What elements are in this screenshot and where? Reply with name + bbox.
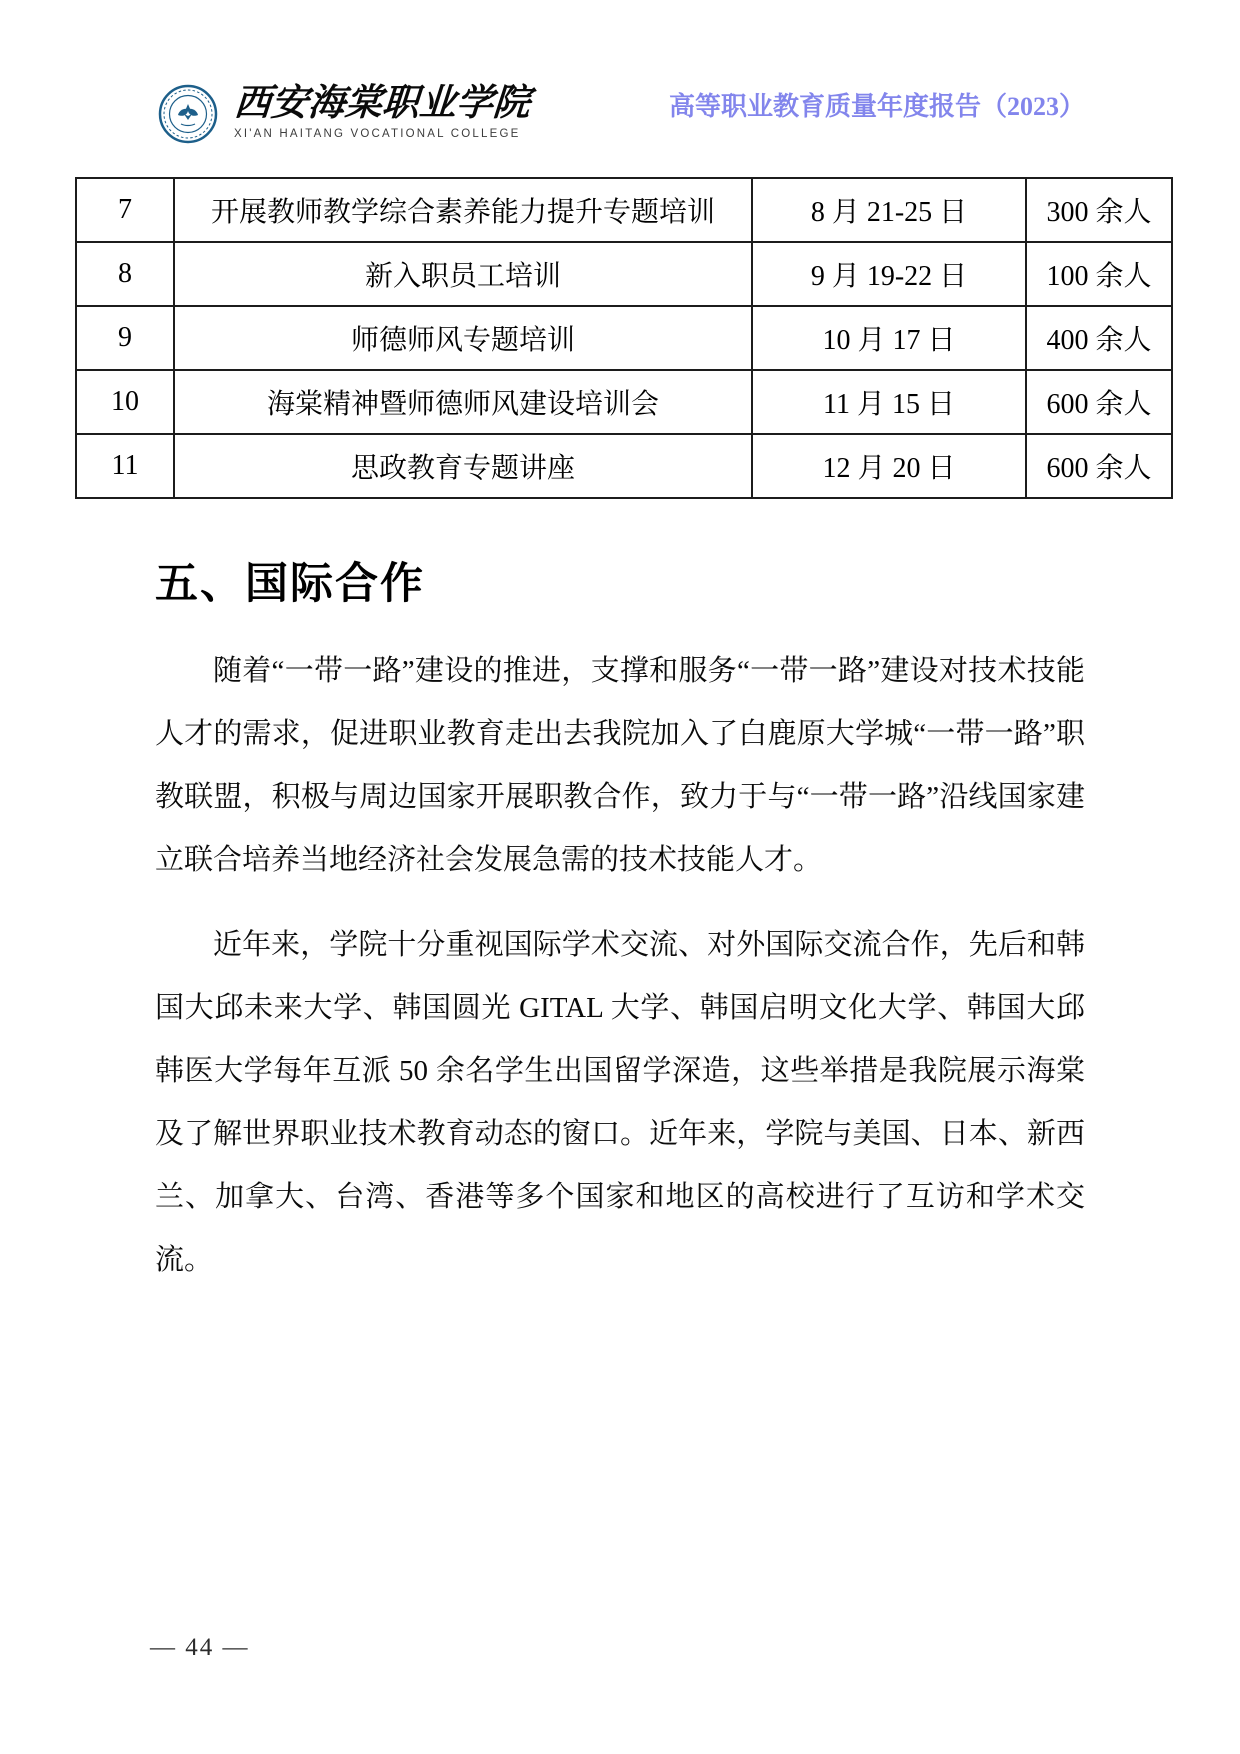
- paragraph: 随着“一带一路”建设的推进，支撑和服务“一带一路”建设对技术技能人才的需求，促进职业教育走出去我院加入了白鹿原大学城“一带一路”职教联盟，积极与周边国家开展职教合作，致力于与“一带一路”沿线国家建立联合培养当地经济社会发展急需的技术技能人才。: [155, 655, 1085, 876]
- college-name-en: XI'AN HAITANG VOCATIONAL COLLEGE: [234, 128, 521, 140]
- table-row: [76, 434, 1172, 498]
- cell-activity: 新入职员工培训: [174, 242, 752, 306]
- cell-count: 100 余人: [1026, 242, 1172, 306]
- table-row: [76, 178, 1172, 242]
- cell-date: 9 月 19-22 日: [752, 242, 1026, 306]
- cell-count: 400 余人: [1026, 306, 1172, 370]
- college-seal-icon: [158, 84, 218, 144]
- table-row: [76, 306, 1172, 370]
- cell-activity: 师德师风专题培训: [174, 306, 752, 370]
- cell-count: 600 余人: [1026, 434, 1172, 498]
- cell-row-number: 9: [76, 306, 174, 370]
- cell-count: 600 余人: [1026, 370, 1172, 434]
- report-title: 高等职业教育质量年度报告（2023）: [668, 92, 1085, 121]
- table-row: [76, 242, 1172, 306]
- paragraph: 近年来，学院十分重视国际学术交流、对外国际交流合作，先后和韩国大邱未来大学、韩国圆光 GITAL 大学、韩国启明文化大学、韩国大邱韩医大学每年互派 50 余名学生出国留学深造，这些举措是我院展示海棠及了解世界职业技术教育动态的窗口。近年来，学院与美国、日本、新西兰、加拿大、台湾、香港等多个国家和地区的高校进行了互访和学术交流。: [155, 929, 1085, 1276]
- section-body: [155, 640, 1085, 1292]
- page-number: — 44 —: [150, 1634, 250, 1661]
- cell-row-number: 7: [76, 178, 174, 242]
- cell-row-number: 8: [76, 242, 174, 306]
- college-names: [234, 84, 530, 140]
- cell-date: 8 月 21-25 日: [752, 178, 1026, 242]
- cell-activity: 海棠精神暨师德师风建设培训会: [174, 370, 752, 434]
- cell-date: 12 月 20 日: [752, 434, 1026, 498]
- cell-count: 300 余人: [1026, 178, 1172, 242]
- training-activities-table: [75, 177, 1173, 499]
- section-heading: 五、国际合作: [155, 560, 425, 608]
- college-logo: [158, 84, 530, 144]
- cell-row-number: 11: [76, 434, 174, 498]
- cell-date: 11 月 15 日: [752, 370, 1026, 434]
- cell-date: 10 月 17 日: [752, 306, 1026, 370]
- cell-row-number: 10: [76, 370, 174, 434]
- page-header: [0, 0, 1240, 160]
- college-name-cn: 西安海棠职业学院: [232, 83, 532, 124]
- cell-activity: 开展教师教学综合素养能力提升专题培训: [174, 178, 752, 242]
- cell-activity: 思政教育专题讲座: [174, 434, 752, 498]
- table-row: [76, 370, 1172, 434]
